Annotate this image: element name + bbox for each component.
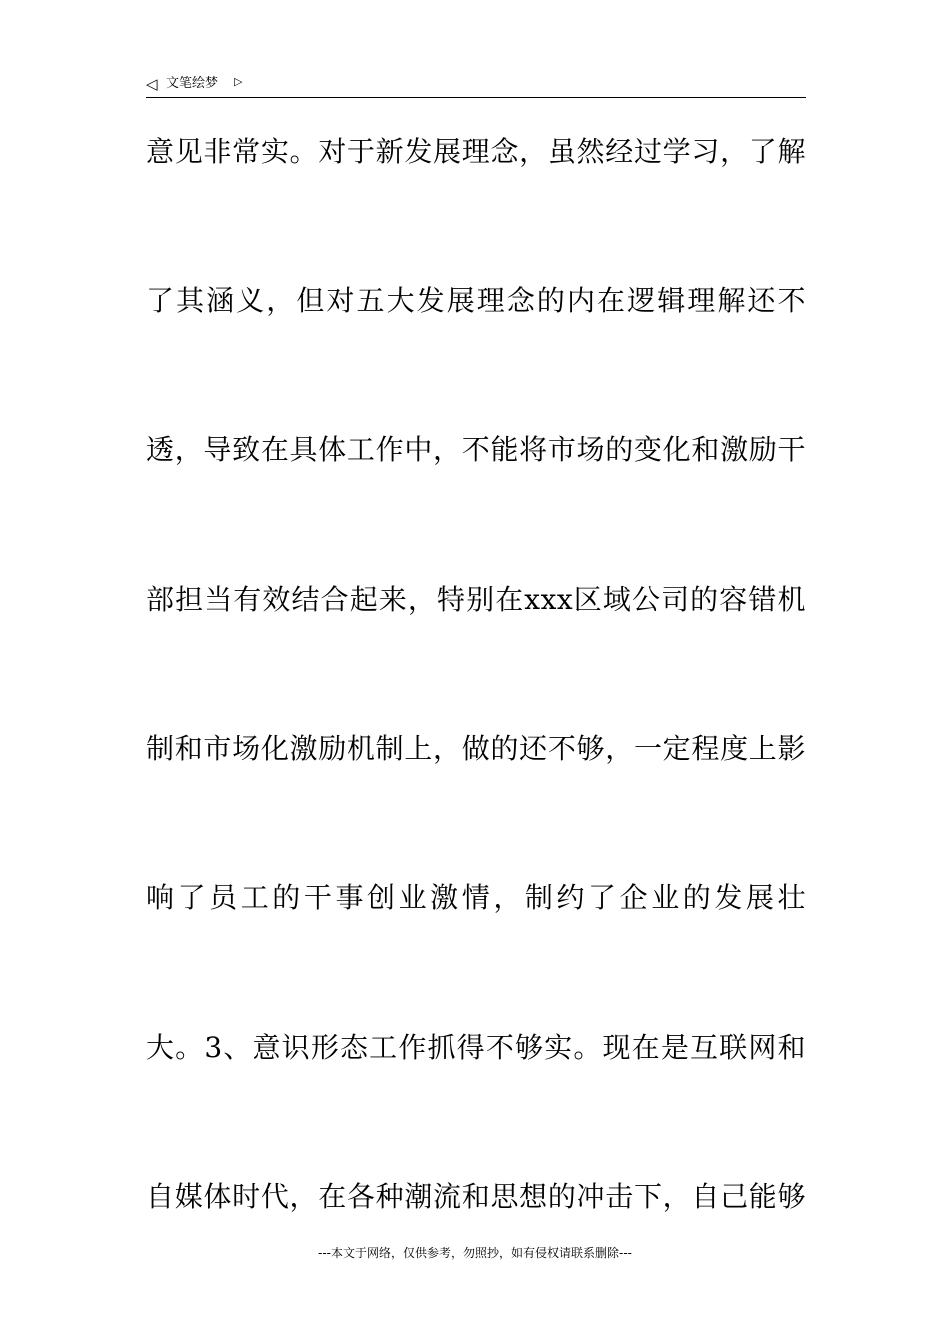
- page-header: [146, 74, 806, 98]
- body-line: 部担当有效结合起来，特别在xxx区域公司的容错机: [146, 583, 806, 616]
- body-line: 制和市场化激励机制上，做的还不够，一定程度上影: [146, 732, 806, 765]
- triangle-right-icon: ▷: [234, 75, 243, 88]
- body-line: 了其涵义，但对五大发展理念的内在逻辑理解还不: [146, 284, 806, 317]
- triangle-left-icon: ◁: [146, 75, 158, 93]
- header-divider: [146, 97, 806, 98]
- body-line: 透，导致在具体工作中，不能将市场的变化和激励干: [146, 433, 806, 466]
- footer-disclaimer: ---本文于网络，仅供参考，勿照抄，如有侵权请联系删除---: [318, 1246, 632, 1260]
- body-line: 意见非常实。对于新发展理念，虽然经过学习，了解: [146, 135, 806, 168]
- body-line: 响了员工的干事创业激情，制约了企业的发展壮: [146, 881, 806, 914]
- body-line: 大。3、意识形态工作抓得不够实。现在是互联网和: [146, 1031, 806, 1064]
- header-title: 文笔绘梦: [166, 76, 219, 91]
- body-line: 自媒体时代，在各种潮流和思想的冲击下，自己能够: [146, 1180, 806, 1213]
